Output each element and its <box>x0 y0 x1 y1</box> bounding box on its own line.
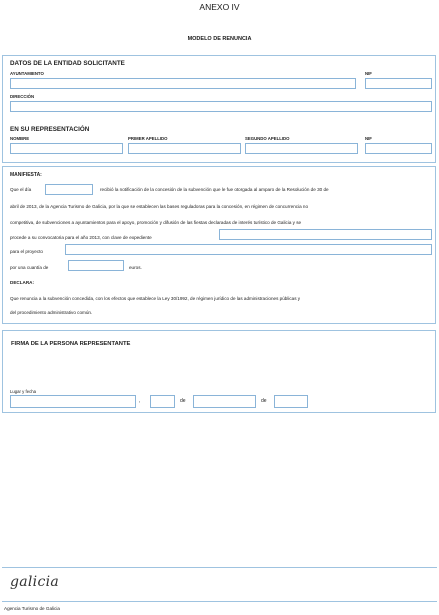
proyecto-field[interactable] <box>65 244 432 255</box>
anio-field[interactable] <box>274 395 308 408</box>
manifest-line6-suffix: euros. <box>129 265 142 270</box>
nombre-field[interactable] <box>10 143 123 154</box>
cuantia-field[interactable] <box>68 260 124 271</box>
representative-nif-label: NIF <box>365 136 372 141</box>
signature-section-title: FIRMA DE LA PERSONA REPRESENTANTE <box>11 341 131 347</box>
ayuntamiento-field[interactable] <box>10 78 356 89</box>
manifest-line2: abril de 2013, de la Agencia Turismo de Galicia, por la que se establecen las bases reguladoras para la concesión, en régimen de concurrencia no <box>10 204 309 209</box>
manifest-line6-prefix: por una cuantía de <box>10 265 49 270</box>
expediente-field[interactable] <box>219 229 432 240</box>
de-separator-2: de <box>261 398 267 404</box>
manifest-line4: procede a su convocatoria para el año 2013, con clave de expediente <box>10 235 152 240</box>
de-separator-1: de <box>180 398 186 404</box>
lugar-fecha-label: Lugar y fecha <box>10 389 37 394</box>
direccion-label: DIRECCIÓN <box>10 94 35 99</box>
entity-nif-label: NIF <box>365 71 372 76</box>
annex-title: ANEXO IV <box>199 2 240 12</box>
manifest-line1-prefix: Que el día <box>10 187 32 192</box>
manifest-line1-suffix: recibió la notificación de la concesión de la subvención que le fue otorgada al amparo de la Resolución de 30 de <box>100 187 329 192</box>
manifest-title: MANIFIESTA: <box>10 172 42 178</box>
form-title: MODELO DE RENUNCIA <box>187 36 252 42</box>
nombre-label: NOMBRE <box>10 136 30 141</box>
direccion-field[interactable] <box>10 101 432 112</box>
dia-field[interactable] <box>150 395 175 408</box>
footer-top-divider <box>2 567 437 568</box>
entity-section-title: DATOS DE LA ENTIDAD SOLICITANTE <box>10 60 125 67</box>
footer-bottom-divider <box>2 601 437 602</box>
footer-organization: Agencia Turismo de Galicia <box>4 606 60 611</box>
entity-section <box>2 55 436 163</box>
manifest-line3: competitiva, de subvenciones a ayuntamientos para el apoyo, promoción y difusión de las fiestas declaradas de interés turístico de Galicia y se <box>10 220 302 225</box>
representative-section-title: EN SU REPRESENTACIÓN <box>10 126 90 133</box>
lugar-field[interactable] <box>10 395 136 408</box>
primer-apellido-field[interactable] <box>128 143 241 154</box>
segundo-apellido-field[interactable] <box>245 143 358 154</box>
signature-section <box>2 330 436 413</box>
declara-line1: Que renuncia a la subvención concedida, con los efectos que establece la Ley 30/1992, de régimen jurídico de las administraciones públicas y <box>10 296 301 301</box>
declara-title: DECLARA: <box>10 280 34 285</box>
notification-date-field[interactable] <box>45 184 93 195</box>
comma-separator: , <box>139 398 141 404</box>
primer-apellido-label: PRIMER APELLIDO <box>128 136 168 141</box>
entity-nif-field[interactable] <box>365 78 432 89</box>
segundo-apellido-label: SEGUNDO APELLIDO <box>245 136 290 141</box>
declara-line2: del procedimiento administrativo común. <box>10 310 93 315</box>
mes-field[interactable] <box>193 395 256 408</box>
representative-nif-field[interactable] <box>365 143 432 154</box>
ayuntamiento-label: AYUNTAMIENTO <box>10 71 44 76</box>
galicia-logo: galicia <box>10 574 60 590</box>
manifest-section <box>2 166 436 324</box>
manifest-line5: para el proyecto <box>10 249 43 254</box>
